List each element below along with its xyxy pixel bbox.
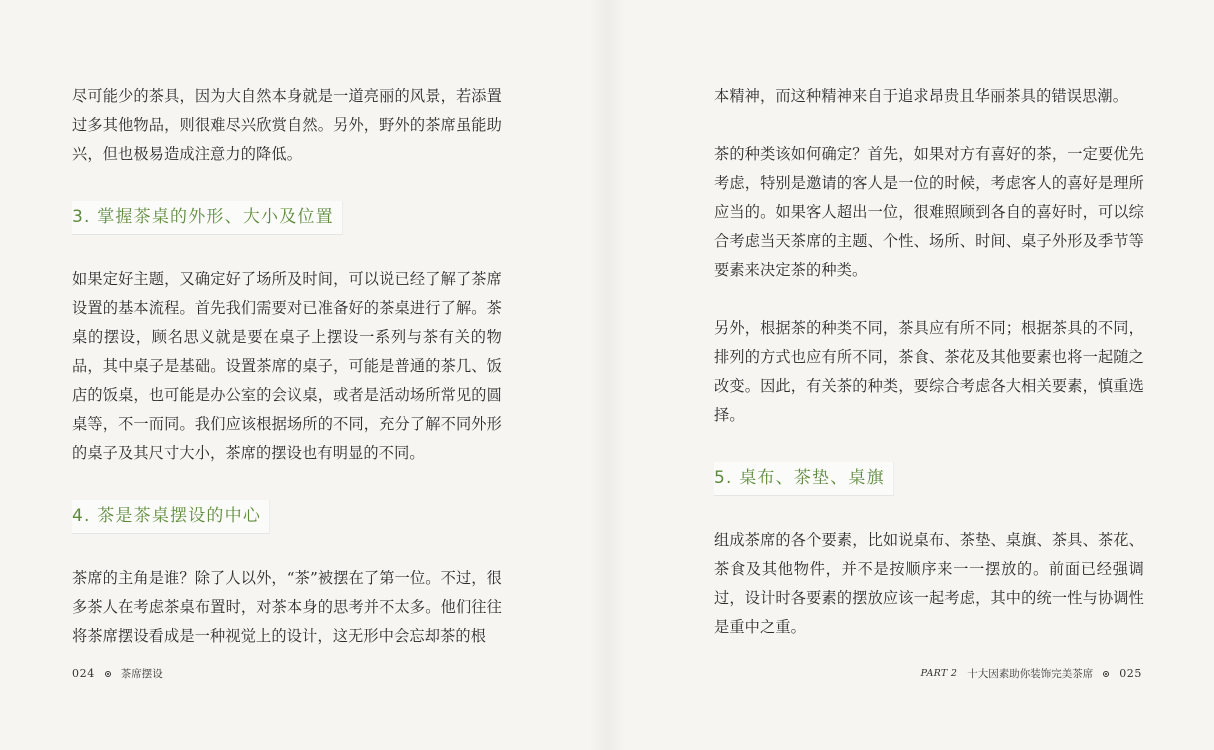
- left-paragraph-3: 茶席的主角是谁？除了人以外，“茶”被摆在了第一位。不过，很多茶人在考虑茶桌布置时，对茶本身的思考并不太多。他们往往将茶席摆设看成是一种视觉上的设计，这无形中会忘却茶的根: [72, 569, 502, 645]
- part-label: PART 2: [920, 668, 958, 679]
- left-paragraph-1: 尽可能少的茶具，因为大自然本身就是一道亮丽的风景，若添置过多其他物品，则很难尽兴欣赏自然。另外，野外的茶席虽能助兴，但也极易造成注意力的降低。: [72, 87, 502, 163]
- section-heading-5: 5. 桌布、茶垫、桌旗: [714, 462, 894, 496]
- bullet-dot-icon: [1103, 671, 1109, 677]
- running-chapter-title: 十大因素助你装饰完美茶席: [967, 668, 1094, 680]
- section-heading-3: 3. 掌握茶桌的外形、大小及位置: [72, 201, 343, 235]
- left-page-footer: [72, 666, 163, 681]
- right-paragraph-3: 另外，根据茶的种类不同，茶具应有所不同；根据茶具的不同，排列的方式也应有所不同，茶食、茶花及其他要素也将一起随之改变。因此，有关茶的种类，要综合考虑各大相关要素，慎重选择。: [714, 319, 1144, 424]
- bullet-dot-icon: [105, 671, 111, 677]
- running-section-title: 茶席摆设: [120, 668, 163, 680]
- left-page: [72, 82, 502, 651]
- right-page: [714, 82, 1144, 642]
- right-paragraph-2: 茶的种类该如何确定？首先，如果对方有喜好的茶，一定要优先考虑，特别是邀请的客人是一位的时候，考虑客人的喜好是理所应当的。如果客人超出一位，很难照顾到各自的喜好时，可以综合考虑当天茶席的主题、个性、场所、时间、桌子外形及季节等要素来决定茶的种类。: [714, 145, 1144, 279]
- left-paragraph-2: 如果定好主题，又确定好了场所及时间，可以说已经了解了茶席设置的基本流程。首先我们需要对已准备好的茶桌进行了解。茶桌的摆设，顾名思义就是要在桌子上摆设一系列与茶有关的物品，其中桌子是基础。设置茶席的桌子，可能是普通的茶几、饭店的饭桌，也可能是办公室的会议桌，或者是活动场所常见的圆桌等，不一而同。我们应该根据场所的不同，充分了解不同外形的桌子及其尺寸大小，茶席的摆设也有明显的不同。: [72, 270, 502, 462]
- page-number-left: 024: [72, 667, 95, 680]
- section-heading-4: 4. 茶是茶桌摆设的中心: [72, 500, 270, 534]
- right-paragraph-1: 本精神，而这种精神来自于追求昂贵且华丽茶具的错误思潮。: [714, 87, 1129, 105]
- right-paragraph-4: 组成茶席的各个要素，比如说桌布、茶垫、桌旗、茶具、茶花、茶食及其他物件，并不是按顺序来一一摆放的。前面已经强调过，设计时各要素的摆放应该一起考虑，其中的统一性与协调性是重中之重。: [714, 531, 1144, 636]
- right-page-footer: [921, 666, 1142, 681]
- page-number-right: 025: [1119, 667, 1142, 680]
